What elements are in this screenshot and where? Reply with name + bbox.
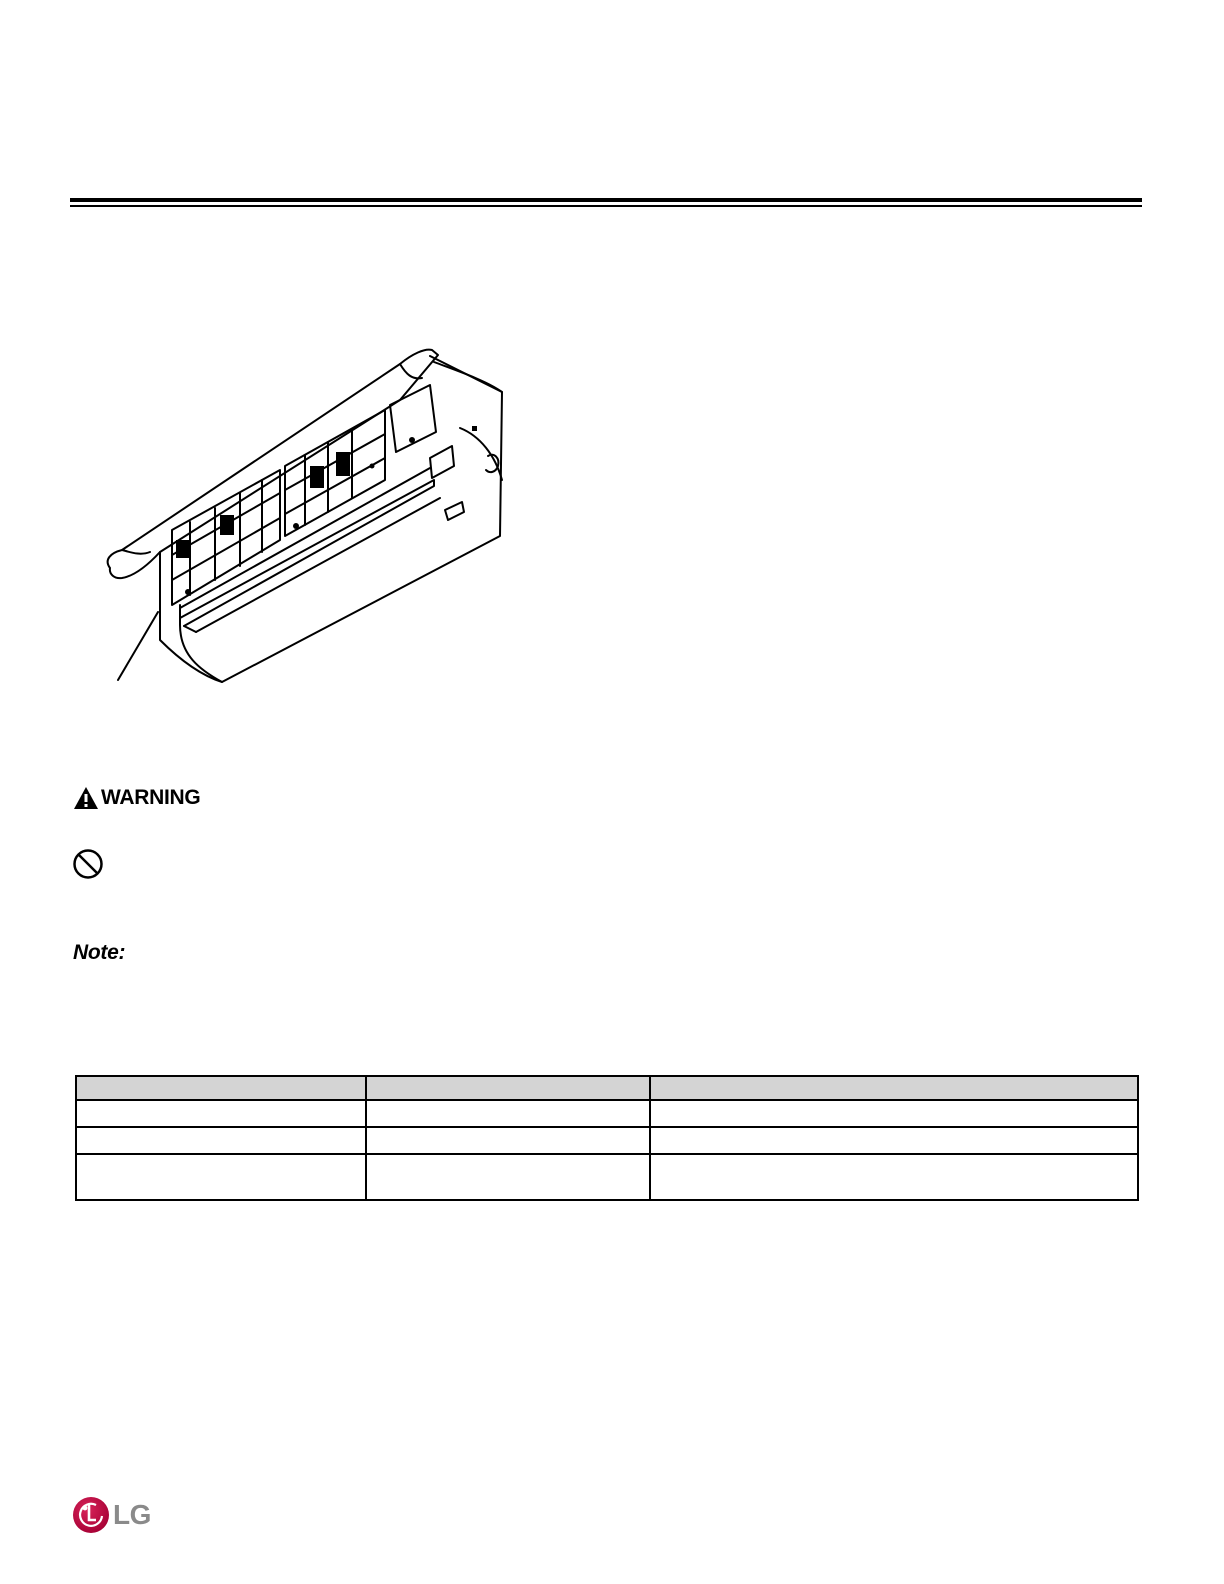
table-cell — [76, 1127, 366, 1154]
table-row — [76, 1100, 1138, 1127]
table-row — [76, 1127, 1138, 1154]
table-cell — [76, 1154, 366, 1200]
table-cell — [650, 1154, 1138, 1200]
lg-logo — [72, 1496, 151, 1534]
table-cell — [366, 1127, 650, 1154]
table-header-cell — [366, 1076, 650, 1100]
warning-label: WARNING — [101, 786, 201, 809]
table-cell — [366, 1154, 650, 1200]
warning-header — [73, 786, 200, 810]
table-header-row — [76, 1076, 1138, 1100]
warning-triangle-icon — [73, 786, 99, 810]
note-label: Note: — [73, 941, 126, 964]
table-cell — [650, 1100, 1138, 1127]
lg-brand-text: LG — [113, 1499, 151, 1530]
table-row — [76, 1154, 1138, 1200]
header-rule-thin — [70, 205, 1142, 207]
table-header-cell — [650, 1076, 1138, 1100]
table-header-cell — [76, 1076, 366, 1100]
spec-table — [75, 1075, 1139, 1201]
table-cell — [366, 1100, 650, 1127]
indoor-unit-drawing — [100, 340, 520, 690]
table-cell — [76, 1100, 366, 1127]
indoor-unit-illustration — [100, 340, 520, 690]
header-rule-thick — [70, 198, 1142, 202]
lg-logo-icon — [72, 1496, 110, 1534]
prohibition-icon — [72, 848, 104, 880]
table-cell — [650, 1127, 1138, 1154]
